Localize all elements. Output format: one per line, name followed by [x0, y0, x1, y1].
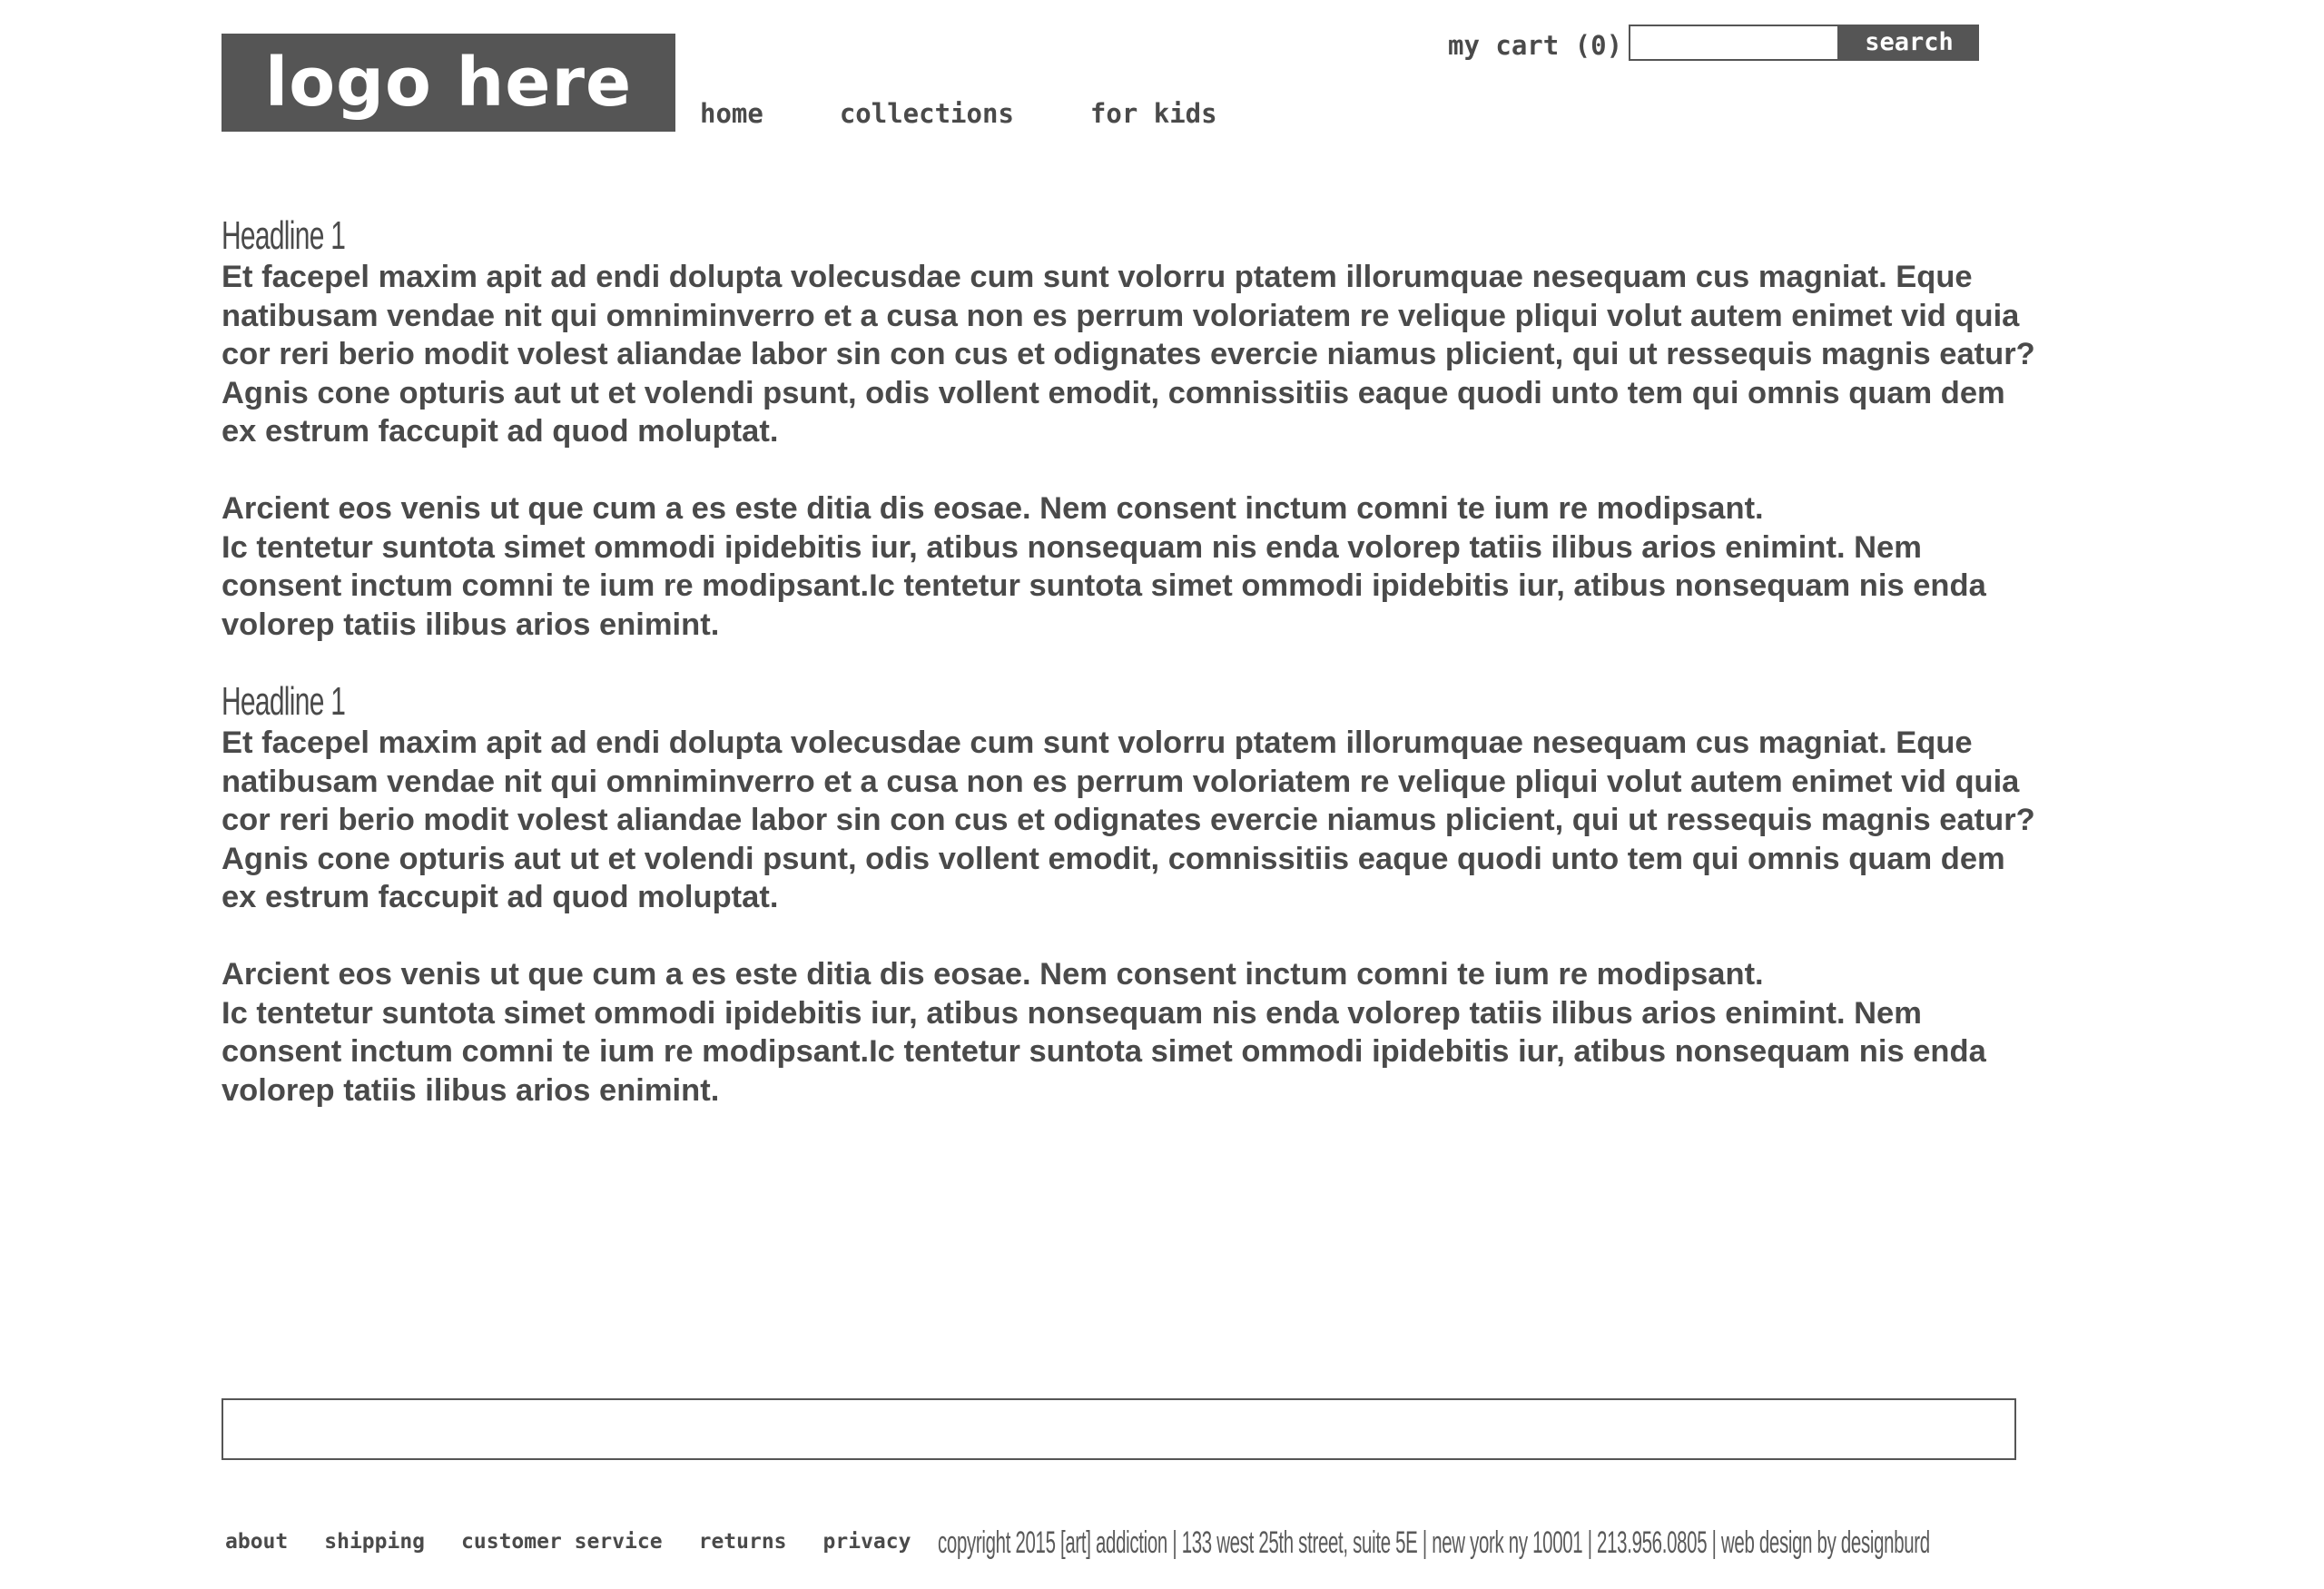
footer-link-customer-service[interactable]: customer service: [461, 1530, 663, 1554]
main-nav: [700, 98, 1217, 129]
paragraph-line: Ic tentetur suntota simet ommodi ipidebitis iur, atibus nonsequam nis enda volorep tatiis ilibus arios enimint. Nem consent inctum comni te ium re modipsant.Ic tentetur suntota simet ommodi ipidebitis iur, atibus nonsequam nis enda volorep tatiis ilibus arios enimint.: [222, 529, 1986, 642]
search-input[interactable]: [1629, 25, 1839, 61]
cart-link[interactable]: my cart (0): [1448, 30, 1623, 61]
section-headline: Headline 1: [222, 213, 346, 258]
paragraph-line: Arcient eos venis ut que cum a es este ditia dis eosae. Nem consent inctum comni te ium re modipsant.: [222, 957, 1764, 992]
content-section-2: [222, 679, 2037, 1110]
footer-link-about[interactable]: about: [225, 1530, 289, 1554]
footer-nav: [225, 1530, 947, 1554]
copyright-text: copyright 2015 [art] addiction | 133 west 25th street, suite 5E | new york ny 10001 | 213.956.0805 | web design by designburd: [938, 1525, 1930, 1560]
section-paragraph: [222, 489, 2037, 644]
main-content: [222, 213, 2037, 1110]
nav-home[interactable]: home: [700, 98, 763, 129]
section-paragraph: Et facepel maxim apit ad endi dolupta volecusdae cum sunt volorru ptatem illorumquae nesequam cus magniat. Eque natibusam vendae nit qui omniminverro et a cusa non es perrum voloriatem re velique pliqui volut autem enimet vid quia cor reri berio modit volest aliandae labor sin con cus et odignates evercie niamus plicient, qui ut ressequis magnis eatur? Agnis cone opturis aut ut et volendi psunt, odis vollent emodit, comnissitiis eaque quodi unto tem qui omnis quam dem ex estrum faccupit ad quod moluptat.: [222, 725, 2035, 914]
footer-link-privacy[interactable]: privacy: [822, 1530, 911, 1554]
section-headline: Headline 1: [222, 679, 346, 724]
footer-bar: [222, 1398, 2016, 1460]
section-paragraph: Et facepel maxim apit ad endi dolupta volecusdae cum sunt volorru ptatem illorumquae nesequam cus magniat. Eque natibusam vendae nit qui omniminverro et a cusa non es perrum voloriatem re velique pliqui volut autem enimet vid quia cor reri berio modit volest aliandae labor sin con cus et odignates evercie niamus plicient, qui ut ressequis magnis eatur? Agnis cone opturis aut ut et volendi psunt, odis vollent emodit, comnissitiis eaque quodi unto tem qui omnis quam dem ex estrum faccupit ad quod moluptat.: [222, 260, 2035, 449]
logo[interactable]: logo here: [222, 34, 675, 132]
section-paragraph: [222, 955, 2037, 1110]
search-button[interactable]: search: [1839, 25, 1979, 61]
footer-link-shipping[interactable]: shipping: [324, 1530, 426, 1554]
footer-link-returns[interactable]: returns: [698, 1530, 787, 1554]
nav-for-kids[interactable]: for kids: [1089, 98, 1217, 129]
paragraph-line: Ic tentetur suntota simet ommodi ipidebitis iur, atibus nonsequam nis enda volorep tatiis ilibus arios enimint. Nem consent inctum comni te ium re modipsant.Ic tentetur suntota simet ommodi ipidebitis iur, atibus nonsequam nis enda volorep tatiis ilibus arios enimint.: [222, 995, 1986, 1108]
content-section-1: [222, 213, 2037, 644]
nav-collections[interactable]: collections: [839, 98, 1014, 129]
paragraph-line: Arcient eos venis ut que cum a es este ditia dis eosae. Nem consent inctum comni te ium re modipsant.: [222, 491, 1764, 526]
